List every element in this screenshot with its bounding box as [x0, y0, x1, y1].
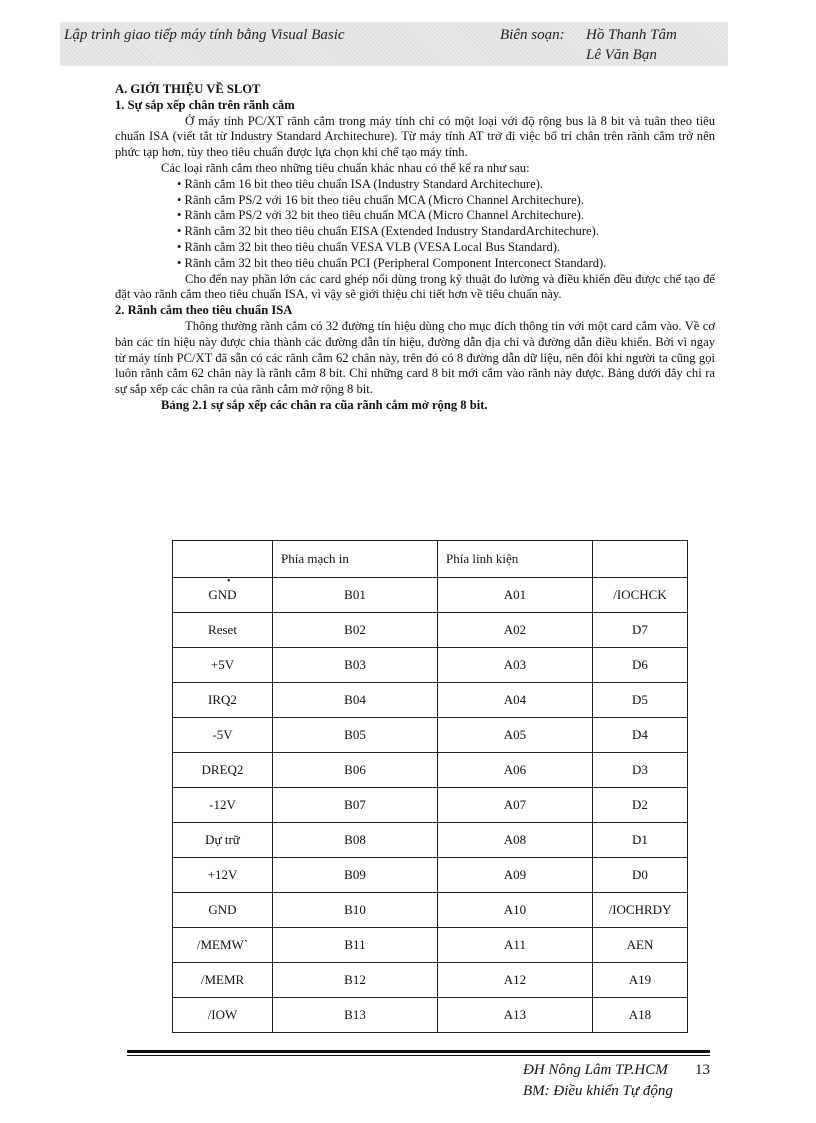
table-cell: D0 — [593, 858, 688, 893]
bullet-item: • Rãnh cắm PS/2 với 32 bit theo tiêu chuẩn MCA (Micro Channel Architechure). — [177, 208, 584, 223]
table-cell: A19 — [593, 963, 688, 998]
page-number: 13 — [695, 1062, 710, 1078]
table-row — [173, 928, 688, 963]
table-cell: A11 — [438, 928, 593, 963]
table-header-row — [173, 541, 688, 578]
table-cell: B01 — [273, 578, 438, 613]
table-cell: /IOCHCK — [593, 578, 688, 613]
paragraph-4: Thông thường rãnh cắm có 32 đường tín hiệu dùng cho mục đích thông tin với một card cắm vào. Về cơ bản các tín hiệu này được chia thành các đường dẫn tín hiệu, đường dẫn địa chỉ và đường dẫn điều khiển. Bởi vì ngay từ máy tính PC/XT đã sẵn có các rãnh cắm 62 chân này, trên đó có 8 đường dẫn dữ liệu, nên đôi khi người ta cũng gọi luôn rãnh cắm 62 chân này là rãnh cắm 8 bit. Chỉ những card 8 bit mới cắm vào rãnh này được. Bảng dưới đây chỉ ra sự sắp xếp các chân ra của rãnh cắm mở rộng 8 bit. — [115, 318, 715, 397]
table-cell: A07 — [438, 788, 593, 823]
section-heading: A. GIỚI THIỆU VỀ SLOT — [115, 82, 261, 96]
table-cell: B12 — [273, 963, 438, 998]
table-cell: /IOW — [173, 998, 273, 1033]
table-cell: B04 — [273, 683, 438, 718]
table-cell: B02 — [273, 613, 438, 648]
table-cell: Reset — [173, 613, 273, 648]
table-cell: D5 — [593, 683, 688, 718]
bullet-item: • Rãnh cắm 32 bit theo tiêu chuẩn VESA VLB (VESA Local Bus Standard). — [177, 239, 561, 254]
table-cell: /MEMW` — [173, 928, 273, 963]
table-row — [173, 823, 688, 858]
heading-1: 1. Sự sắp xếp chân trên rãnh cắm — [115, 97, 295, 112]
table-row — [173, 893, 688, 928]
table-cell: AEN — [593, 928, 688, 963]
table-cell: B09 — [273, 858, 438, 893]
table-row — [173, 718, 688, 753]
paragraph-3: Cho đến nay phần lớn các card ghép nối dùng trong kỹ thuật đo lường và điều khiển đều được chế tạo để đặt vào rãnh cắm theo tiêu chuẩn ISA, vì vậy sẽ giới thiệu chi tiết hơn về tiêu chuẩn này. — [115, 271, 715, 302]
table-cell: IRQ2 — [173, 683, 273, 718]
footer-department: BM: Điều khiển Tự động — [523, 1083, 673, 1099]
table-header-cell — [173, 541, 273, 578]
table-row — [173, 648, 688, 683]
table-cell: A13 — [438, 998, 593, 1033]
table-cell: A06 — [438, 753, 593, 788]
table-cell: B13 — [273, 998, 438, 1033]
table-cell: A09 — [438, 858, 593, 893]
paragraph-2: Các loại rãnh cắm theo những tiêu chuẩn khác nhau có thể kể ra như sau: — [161, 160, 530, 175]
table-cell: B05 — [273, 718, 438, 753]
bullet-item: • Rãnh cắm PS/2 với 16 bit theo tiêu chuẩn MCA (Micro Channel Architechure). — [177, 192, 584, 207]
table-row — [173, 963, 688, 998]
table-cell: A12 — [438, 963, 593, 998]
table-cell: D3 — [593, 753, 688, 788]
table-cell: D4 — [593, 718, 688, 753]
paragraph-1: Ở máy tính PC/XT rãnh cắm trong máy tính chỉ có một loại với độ rộng bus là 8 bit và tuân theo tiêu chuẩn ISA (viết tắt từ Industry Standard Architechure). Từ máy tính AT trở đi việc bố trí chân trên rãnh cắm trở nên phức tạp hơn, tùy theo tiêu chuẩn được lựa chọn khi chế tạo máy tính. — [115, 113, 715, 160]
table-row — [173, 753, 688, 788]
table-cell: -12V — [173, 788, 273, 823]
table-cell: -5V — [173, 718, 273, 753]
table-cell: A18 — [593, 998, 688, 1033]
pin-table — [172, 540, 688, 1033]
table-cell: B10 — [273, 893, 438, 928]
author-1: Hồ Thanh Tâm — [586, 27, 677, 43]
table-cell: B08 — [273, 823, 438, 858]
stray-dot: • — [227, 576, 231, 587]
table-cell: A05 — [438, 718, 593, 753]
footer-rule — [127, 1050, 710, 1053]
table-row — [173, 788, 688, 823]
table-cell: Dự trữ — [173, 823, 273, 858]
table-cell: A01 — [438, 578, 593, 613]
table-cell: /MEMR — [173, 963, 273, 998]
table-cell: D6 — [593, 648, 688, 683]
table-cell: A02 — [438, 613, 593, 648]
table-row — [173, 613, 688, 648]
table-cell: +12V — [173, 858, 273, 893]
table-row — [173, 578, 688, 613]
author-2: Lê Văn Bạn — [586, 47, 657, 63]
table-cell: B06 — [273, 753, 438, 788]
heading-2: 2. Rãnh cắm theo tiêu chuẩn ISA — [115, 303, 293, 318]
body-text — [115, 82, 715, 414]
table-cell: A04 — [438, 683, 593, 718]
bullet-item: • Rãnh cắm 32 bit theo tiêu chuẩn PCI (Peripheral Component Interconect Standard). — [177, 255, 607, 270]
table-cell: A10 — [438, 893, 593, 928]
table-cell: D7 — [593, 613, 688, 648]
bullet-item: • Rãnh cắm 16 bit theo tiêu chuẩn ISA (Industry Standard Architechure). — [177, 176, 544, 191]
table-cell: A08 — [438, 823, 593, 858]
table-cell: GND — [173, 893, 273, 928]
table-cell: DREQ2 — [173, 753, 273, 788]
table-cell: B03 — [273, 648, 438, 683]
footer-rule-thin — [127, 1055, 710, 1056]
table-cell: +5V — [173, 648, 273, 683]
table-header-cell: Phía mạch in — [273, 541, 438, 578]
table-header-cell: Phía linh kiện — [438, 541, 593, 578]
table-cell: /IOCHRDY — [593, 893, 688, 928]
table-cell: D1 — [593, 823, 688, 858]
table-cell: B11 — [273, 928, 438, 963]
table-row — [173, 858, 688, 893]
bullet-item: • Rãnh cắm 32 bit theo tiêu chuẩn EISA (Extended Industry StandardArchitechure). — [177, 224, 599, 239]
table-cell: GND — [173, 578, 273, 613]
table-header-cell — [593, 541, 688, 578]
table-cell: A03 — [438, 648, 593, 683]
table-row — [173, 683, 688, 718]
compiled-by-label: Biên soạn: — [500, 27, 565, 43]
table-caption: Bảng 2.1 sự sắp xếp các chân ra cũa rãnh cắm mở rộng 8 bit. — [161, 397, 488, 412]
table-row — [173, 998, 688, 1033]
footer-school: ĐH Nông Lâm TP.HCM — [523, 1062, 668, 1078]
table-cell: B07 — [273, 788, 438, 823]
table-cell: D2 — [593, 788, 688, 823]
book-title: Lập trình giao tiếp máy tính bằng Visual Basic — [64, 27, 345, 43]
